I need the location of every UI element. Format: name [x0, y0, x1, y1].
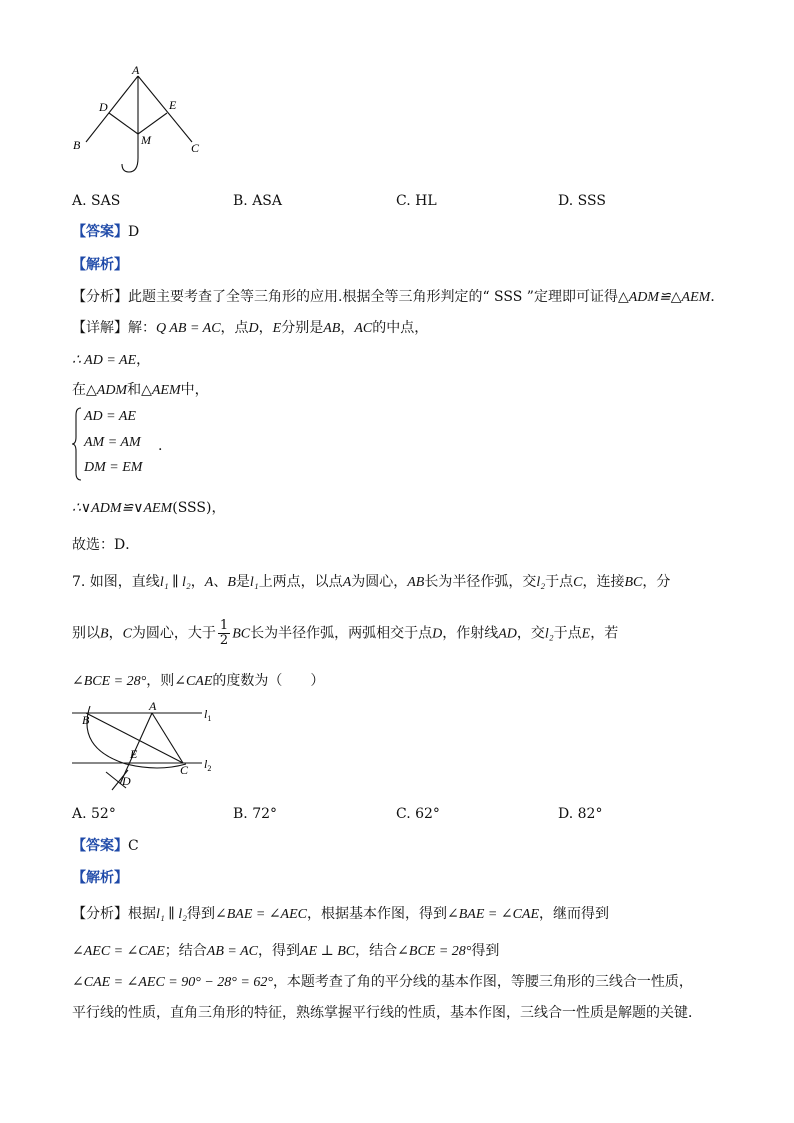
q7-analysis-heading: 【解析】	[72, 870, 128, 886]
system-row: AM = AM	[84, 435, 141, 450]
q7-fenxi-line-4: 平行线的性质，直角三角形的特征，熟练掌握平行线的性质，基本作图，三线合一性质是解题的关键．	[72, 1005, 702, 1021]
answer-value: D	[128, 224, 140, 240]
label-E: E	[130, 747, 138, 761]
q6-step-3: 在△ADM和△AEM中，	[72, 382, 209, 398]
fraction-one-half: $\frac{1}{2}$	[219, 618, 229, 648]
q7-option-c[interactable]: C. 62°	[396, 806, 440, 822]
q6-option-c[interactable]: C. HL	[396, 193, 437, 209]
label-D: D	[122, 774, 131, 788]
answer-value: C	[128, 838, 139, 854]
q6-analysis-heading: 【解析】	[72, 257, 128, 273]
system-row: DM = EM	[84, 460, 143, 475]
q7-stem-line-2: 别以B，C为圆心，大于 $\frac{1}{2}$ BC长为半径作弧，两弧相交于点D，作射线AD，交l₂于点E，若	[72, 618, 619, 648]
q7-answer-line	[72, 836, 139, 856]
q6-answer-line	[72, 222, 139, 242]
q6-step-4: ∴∨ADM≌∨AEM(SSS)，	[72, 500, 226, 516]
label-A: A	[132, 63, 140, 77]
q6-option-a[interactable]: A. SAS	[72, 193, 121, 209]
q7-option-d[interactable]: D. 82°	[558, 806, 603, 822]
answer-tag: 【答案】	[72, 224, 128, 240]
q7-stem-line-3: ∠BCE = 28°，则∠CAE的度数为（ ）	[72, 673, 325, 689]
label-D: D	[99, 100, 108, 114]
q6-option-b[interactable]: B. ASA	[233, 193, 282, 209]
parallel-lines-figure	[68, 698, 228, 798]
q7-fenxi-line-1: 【分析】根据l₁ ∥ l₂得到∠BAE = ∠AEC，根据基本作图，得到∠BAE = ∠CAE，继而得到	[72, 906, 610, 922]
q7-fenxi-line-2: ∠AEC = ∠CAE；结合AB = AC，得到AE ⊥ BC，结合∠BCE = 28°得到	[72, 943, 500, 959]
label-l1: $l_1$	[204, 707, 212, 723]
q7-stem-line-1: 7. 如图，直线l₁ ∥ l₂，A、B是l₁上两点，以点A为圆心，AB长为半径作弧，交l₂于点C，连接BC，分	[72, 574, 671, 590]
label-B: B	[82, 713, 90, 727]
q7-option-b[interactable]: B. 72°	[233, 806, 278, 822]
q6-conclusion: 故选：D．	[72, 537, 140, 553]
q7-option-a[interactable]: A. 52°	[72, 806, 116, 822]
q6-step-2: ∴ AD = AE，	[72, 352, 151, 368]
label-C: C	[180, 763, 189, 777]
label-l2: $l_2$	[204, 757, 212, 773]
brace-icon	[72, 407, 82, 481]
system-row: AD = AE	[84, 409, 136, 424]
q6-option-d[interactable]: D. SSS	[558, 193, 606, 209]
answer-tag: 【答案】	[72, 838, 128, 854]
label-B: B	[73, 138, 81, 152]
label-E: E	[169, 98, 177, 112]
umbrella-figure	[68, 62, 228, 177]
label-M: M	[141, 133, 151, 147]
label-C: C	[191, 141, 200, 155]
q6-fenxi-line: 【分析】此题主要考查了全等三角形的应用.根据全等三角形判定的“ SSS ”定理即可证得△ADM≌△AEM．	[72, 289, 725, 305]
q7-fenxi-line-3: ∠CAE = ∠AEC = 90° − 28° = 62°，本题考查了角的平分线的基本作图，等腰三角形的三线合一性质，	[72, 974, 693, 990]
label-A: A	[149, 699, 157, 713]
q6-detail-line: 【详解】解：Q AB = AC，点D，E分别是AB，AC的中点，	[72, 320, 429, 336]
